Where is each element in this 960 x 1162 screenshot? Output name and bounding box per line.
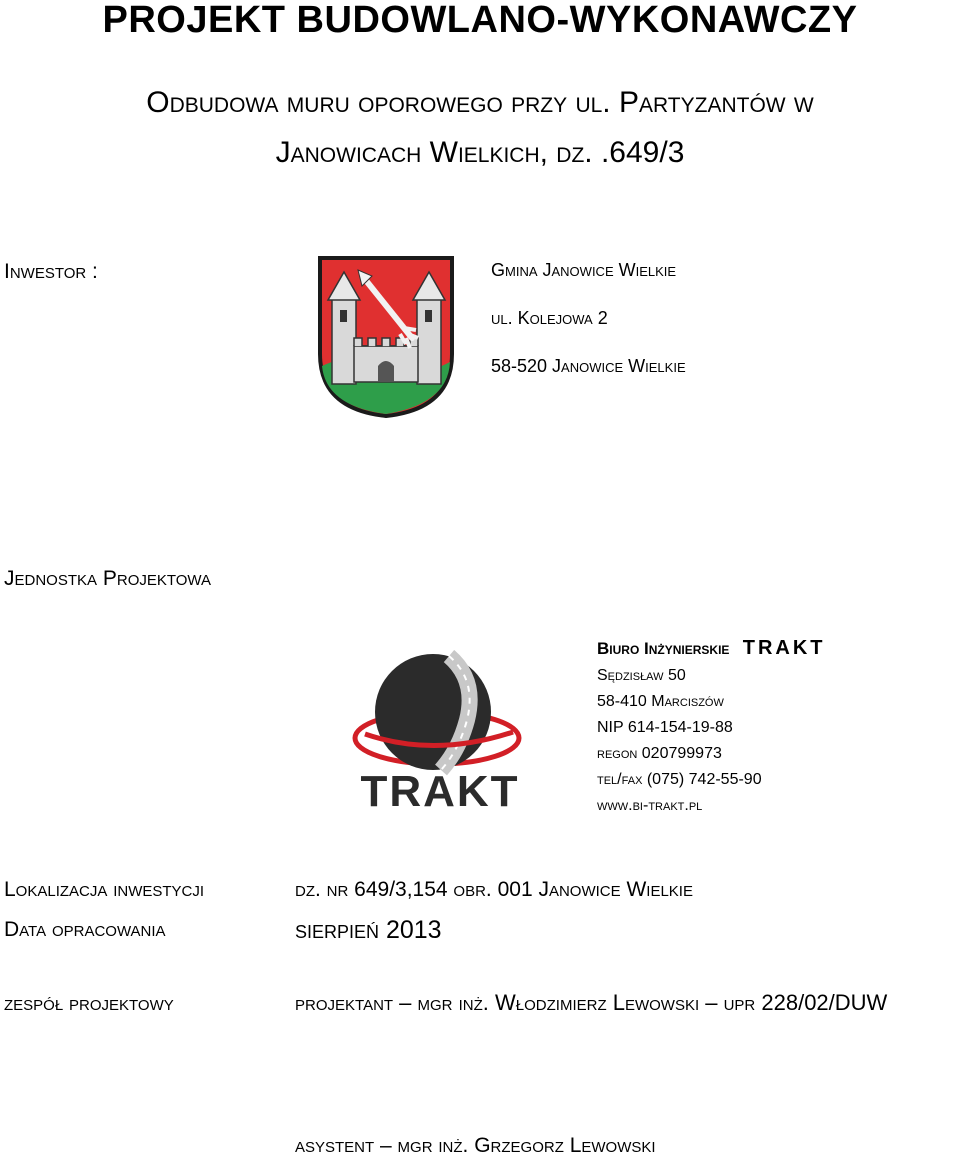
investor-name: Gmina Janowice Wielkie — [491, 260, 677, 280]
right-tower-window — [425, 310, 432, 322]
team-label: zespół projektowy — [4, 992, 174, 1015]
left-tower-window — [340, 310, 347, 322]
castle-gate — [378, 361, 394, 382]
design-unit-name: Biuro Inżynierskie — [597, 639, 730, 658]
subtitle-line-1: Odbudowa muru oporowego przy ul. Partyzantów w — [146, 86, 814, 119]
location-value: dz. nr 649/3,154 obr. 001 Janowice Wielkie — [295, 878, 693, 901]
investor-label: Inwestor : — [4, 260, 98, 283]
date-label: Data opracowania — [4, 918, 166, 941]
location-label: Lokalizacja inwestycji — [4, 878, 205, 901]
subtitle-line-2: Janowicach Wielkich, dz. .649/3 — [275, 136, 685, 169]
investor-city: 58-520 Janowice Wielkie — [491, 356, 686, 376]
trakt-logo-image — [345, 650, 535, 820]
design-unit-brand: TRAKT — [742, 637, 826, 659]
coat-of-arms-svg — [316, 254, 456, 419]
design-unit-label: Jednostka Projektowa — [4, 567, 212, 590]
design-unit-street: Sędzisław 50 — [597, 667, 686, 684]
design-unit-nip: NIP 614-154-19-88 — [597, 719, 733, 736]
assistant-line: asystent – mgr inż. Grzegorz Lewowski — [295, 1134, 656, 1157]
date-value: sierpień 2013 — [295, 916, 442, 944]
coat-of-arms-image — [316, 254, 456, 424]
designer-line: projektant – mgr inż. Włodzimierz Lewowski – upr 228/02/DUW — [295, 990, 888, 1015]
design-unit-name-line — [597, 638, 826, 660]
design-unit-city: 58-410 Marciszów — [597, 693, 724, 710]
logo-wordmark: TRAKT — [360, 767, 520, 815]
design-unit-website[interactable]: www.bi-trakt.pl — [597, 797, 703, 814]
investor-street: ul. Kolejowa 2 — [491, 308, 608, 328]
design-unit-regon: regon 020799973 — [597, 745, 722, 762]
trakt-logo-svg — [345, 650, 535, 815]
design-unit-phone: tel/fax (075) 742-55-90 — [597, 771, 762, 788]
document-title: PROJEKT BUDOWLANO-WYKONAWCZY — [102, 0, 858, 41]
